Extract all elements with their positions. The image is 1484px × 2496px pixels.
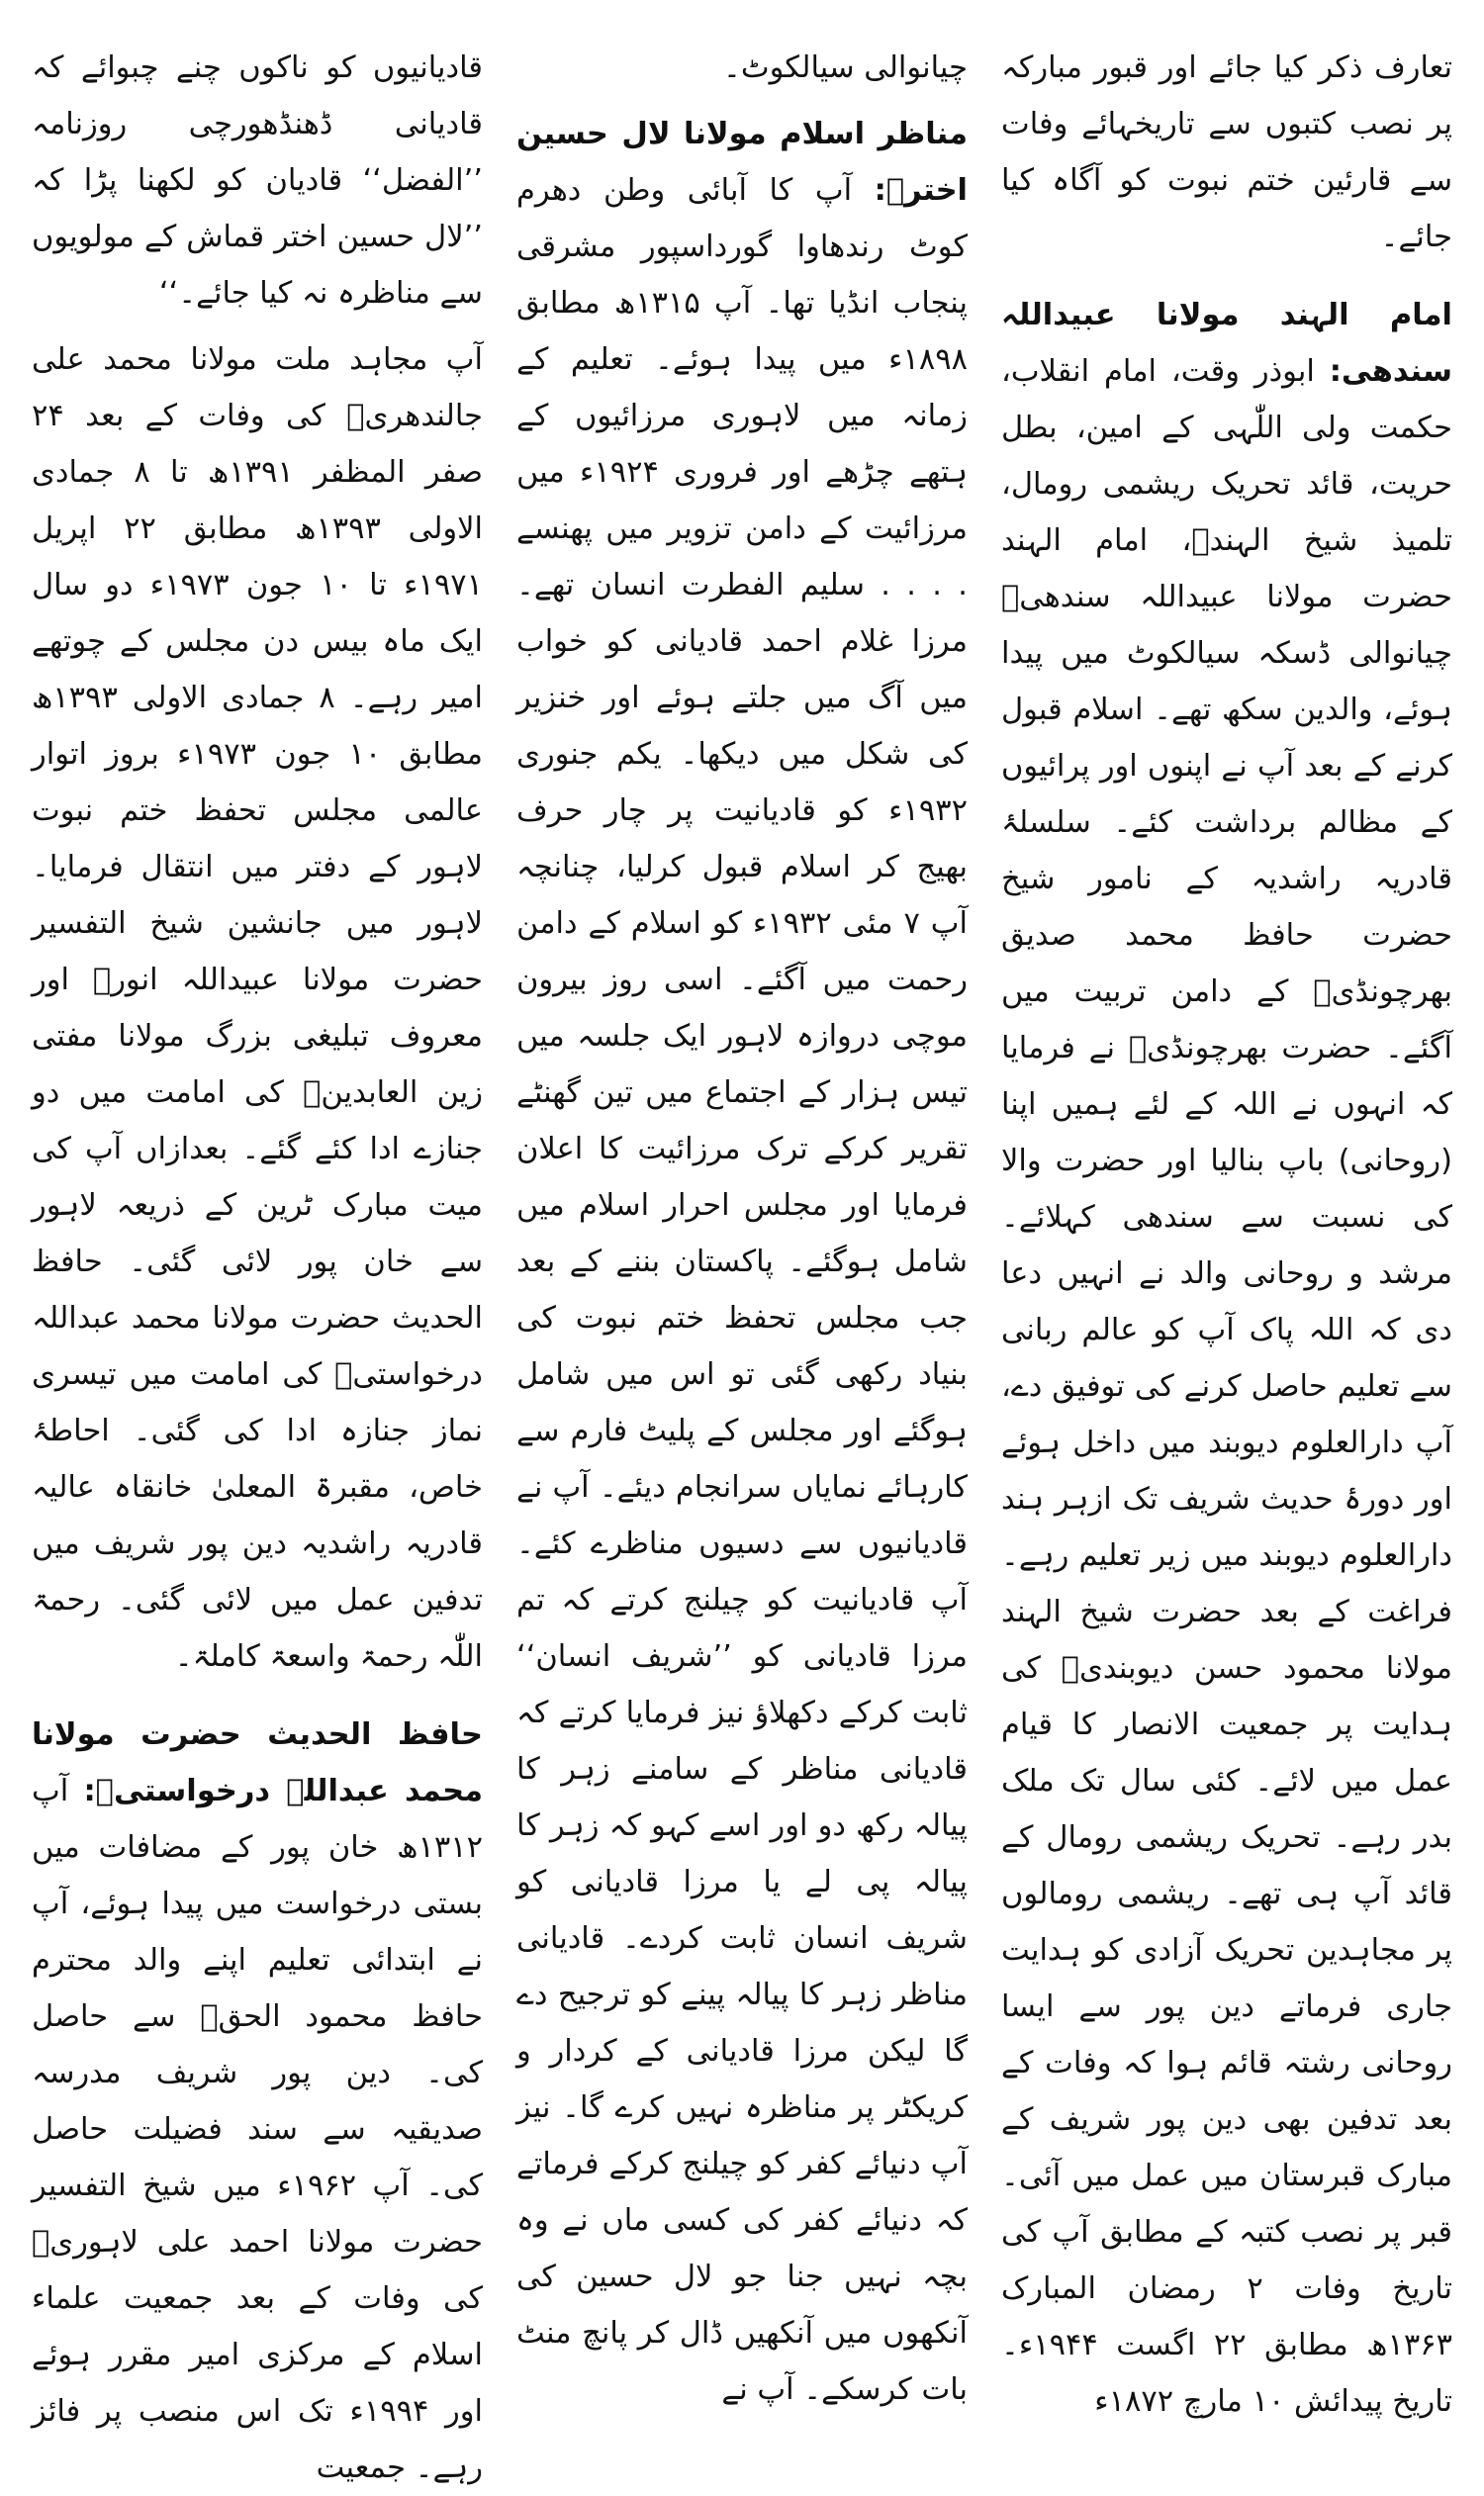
paragraph-text: آپ مجاہد ملت مولانا محمد علی جالندھریؒ کی وفات کے بعد ۲۴ صفر المظفر ۱۳۹۱ھ تا ۸ جمادی الاولی ۱۳۹۳ھ مطابق ۲۲ اپریل ۱۹۷۱ء تا ۱۰ جون ۱۹۷۳ء دو سال ایک ماہ بیس دن مجلس کے چوتھے امیر رہے۔ ۸ جمادی الاولی ۱۳۹۳ھ مطابق ۱۰ جون ۱۹۷۳ء بروز اتوار عالمی مجلس تحفظ ختم نبوت لاہور کے دفتر میں انتقال فرمایا۔ لاہور میں جانشین شیخ التفسیر حضرت مولانا عبیداللہ انورؒ اور معروف تبلیغی بزرگ مولانا مفتی زین العابدینؒ کی امامت میں دو جنازے ادا کئے گئے۔ بعدازاں آپ کی میت مبارک ٹرین کے ذریعہ لاہور سے خان پور لائی گئی۔ حافظ الحدیث حضرت مولانا محمد عبداللہ درخواستیؒ کی امامت میں تیسری نماز جنازہ ادا کی گئی۔ احاطۂ خاص، مقبرۃ المعلیٰ خانقاہ عالیہ قادریہ راشدیہ دین پور شریف میں تدفین عمل میں لائی گئی۔ رحمۃ اللّٰہ رحمۃ واسعۃ کاملۃ۔ <box>32 342 483 1674</box>
paragraph <box>1001 40 1452 265</box>
paragraph-text: آپ ۱۳۱۲ھ خان پور کے مضافات میں بستی درخواست میں پیدا ہوئے، آپ نے ابتدائی تعلیم اپنے والد محترم حافظ محمود الحقؒ سے حاصل کی۔ دین پور شریف مدرسہ صدیقیہ سے سند فضیلت حاصل کی۔ آپ ۱۹۶۲ء میں شیخ التفسیر حضرت مولانا احمد علی لاہوریؒ کی وفات کے بعد جمعیت علماء اسلام کے مرکزی امیر مقرر ہوئے اور ۱۹۹۴ء تک اس منصب پر فائز رہے۔ جمعیت <box>32 1774 484 2485</box>
paragraph <box>1001 287 1452 2430</box>
paragraph <box>32 331 483 1685</box>
section-heading: حافظ الحدیث حضرت مولانا محمد عبداللہ درخواستیؒ: <box>32 1717 483 1808</box>
column-right <box>1001 40 1453 2419</box>
paragraph-text: آپ کا آبائی وطن دھرم کوٹ رندھاوا گورداسپور مشرقی پنجاب انڈیا تھا۔ آپ ۱۳۱۵ھ مطابق ۱۸۹۸ء میں پیدا ہوئے۔ تعلیم کے زمانہ میں لاہوری مرزائیوں کے ہتھے چڑھے اور فروری ۱۹۲۴ء میں مرزائیت کے دامن تزویر میں پھنسے . . . . سلیم الفطرت انسان تھے۔ مرزا غلام احمد قادیانی کو خواب میں آگ میں جلتے ہوئے اور خنزیر کی شکل میں دیکھا۔ یکم جنوری ۱۹۳۲ء کو قادیانیت پر چار حرف بھیج کر اسلام قبول کرلیا، چنانچہ آپ ۷ مئی ۱۹۳۲ء کو اسلام کے دامن رحمت میں آگئے۔ اسی روز بیرون موچی دروازہ لاہور ایک جلسہ میں تیس ہزار کے اجتماع میں تین گھنٹے تقریر کرکے ترک مرزائیت کا اعلان فرمایا اور مجلس احرار اسلام میں شامل ہوگئے۔ پاکستان بننے کے بعد جب مجلس تحفظ ختم نبوت کی بنیاد رکھی گئی تو اس میں شامل ہوگئے اور مجلس کے پلیٹ فارم سے کارہائے نمایاں سرانجام دیئے۔ آپ نے قادیانیوں سے دسیوں مناظرے کئے۔ آپ قادیانیت کو چیلنج کرتے کہ تم مرزا قادیانی کو ’’شریف انسان‘‘ ثابت کرکے دکھلاؤ نیز فرمایا کرتے کہ قادیانی مناظر کے سامنے زہر کا پیالہ رکھ دو اور اسے کہو کہ زہر کا پیالہ پی لے یا مرزا قادیانی کو شریف انسان ثابت کردے۔ قادیانی مناظر زہر کا پیالہ پینے کو ترجیح دے گا لیکن مرزا قادیانی کے کردار و کریکٹر پر مناظرہ نہیں کرے گا۔ نیز آپ دنیائے کفر کو چیلنج کرکے فرماتے کہ دنیائے کفر کی کسی ماں نے وہ بچہ نہیں جنا جو لال حسین کی آنکھوں میں آنکھیں ڈال کر پانچ منٹ بات کرسکے۔ آپ نے <box>516 173 968 2407</box>
column-middle <box>516 40 968 2407</box>
paragraph <box>32 40 483 322</box>
paragraph <box>516 106 968 2418</box>
section-heading: مناظر اسلام مولانا لال حسین اخترؒ: <box>516 117 968 208</box>
paragraph-text: قادیانیوں کو ناکوں چنے چبوائے کہ قادیانی ڈھنڈھورچی روزنامہ ’’الفضل‘‘ قادیان کو لکھنا پڑا کہ ’’لال حسین اختر قماش کے مولویوں سے مناظرہ نہ کیا جائے۔‘‘ <box>32 50 483 311</box>
paragraph-text: تعارف ذکر کیا جائے اور قبور مبارکہ پر نصب کتبوں سے تاریخہائے وفات سے قارئین ختم نبوت کو آگاہ کیا جائے۔ <box>1001 50 1452 254</box>
section-heading: امام الہند مولانا عبیداللہ سندھی: <box>1001 298 1452 389</box>
paragraph <box>516 40 968 96</box>
paragraph-text: ابوذر وقت، امام انقلاب، حکمت ولی اللّٰہی کے امین، بطل حریت، قائد تحریک ریشمی رومال، تلمیذ شیخ الہندؒ، امام الہند حضرت مولانا عبیداللہ سندھیؒ چیانوالی ڈسکہ سیالکوٹ میں پیدا ہوئے، والدین سکھ تھے۔ اسلام قبول کرنے کے بعد آپ نے اپنوں اور پرائیوں کے مظالم برداشت کئے۔ سلسلۂ قادریہ راشدیہ کے نامور شیخ حضرت حافظ محمد صدیق بھرچونڈیؒ کے دامن تربیت میں آگئے۔ حضرت بھرچونڈیؒ نے فرمایا کہ انہوں نے اللہ کے لئے ہمیں اپنا (روحانی) باپ بنالیا اور حضرت والا کی نسبت سے سندھی کہلائے۔ مرشد و روحانی والد نے انہیں دعا دی کہ اللہ پاک آپ کو عالم ربانی سے تعلیم حاصل کرنے کی توفیق دے، آپ دارالعلوم دیوبند میں داخل ہوئے اور دورۂ حدیث شریف تک ازہر ہند دارالعلوم دیوبند میں زیر تعلیم رہے۔ فراغت کے بعد حضرت شیخ الہند مولانا محمود حسن دیوبندیؒ کی ہدایت پر جمعیت الانصار کا قیام عمل میں لائے۔ کئی سال تک ملک بدر رہے۔ تحریک ریشمی رومال کے قائد آپ ہی تھے۔ ریشمی رومالوں پر مجاہدین تحریک آزادی کو ہدایت جاری فرماتے دین پور سے ایسا روحانی رشتہ قائم ہوا کہ وفات کے بعد تدفین بھی دین پور شریف کے مبارک قبرستان میں عمل میں آئی۔ قبر پر نصب کتبہ کے مطابق آپ کی تاریخ وفات ۲ رمضان المبارک ۱۳۶۳ھ مطابق ۲۲ اگست ۱۹۴۴ء۔ تاریخ پیدائش ۱۰ مارچ ۱۸۷۲ء <box>1001 354 1453 2419</box>
column-left <box>32 40 484 2485</box>
paragraph <box>32 1707 483 2496</box>
paragraph-text: چیانوالی سیالکوٹ۔ <box>722 50 968 85</box>
